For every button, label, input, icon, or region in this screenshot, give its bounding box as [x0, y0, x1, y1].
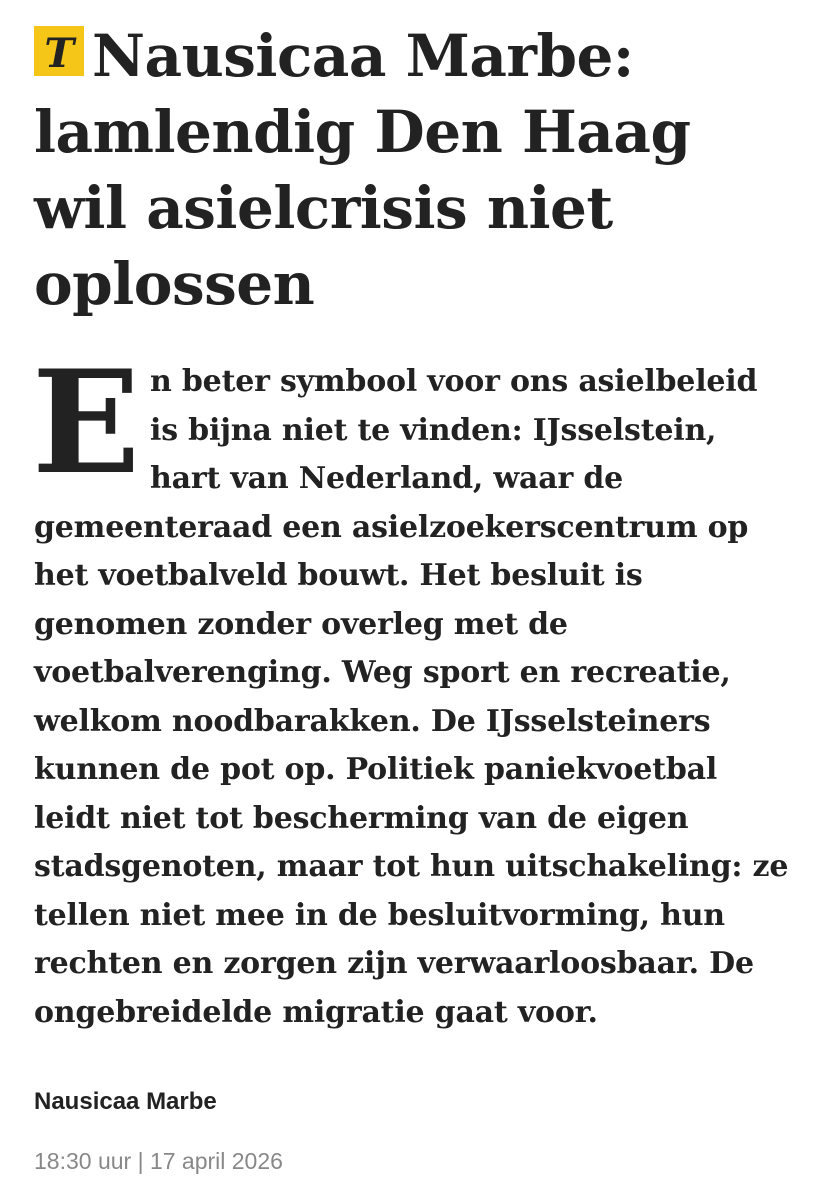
svg-text:T: T	[44, 30, 74, 76]
article-headline	[34, 18, 794, 322]
article	[34, 18, 794, 1037]
article-body	[32, 340, 794, 1037]
author-name[interactable]: Nausicaa Marbe	[34, 1088, 217, 1115]
headline-text: Nausicaa Marbe: lamlendig Den Haag wil asielcrisis niet oplossen	[34, 22, 691, 318]
drop-cap: E	[32, 340, 141, 506]
publish-timestamp: 18:30 uur | 17 april 2026	[34, 1148, 283, 1174]
body-text: n beter symbool voor ons asielbeleid is bijna niet te vinden: IJsselstein, hart van Nederland, waar de gemeenteraad een asielzoekerscentrum op het voetbalveld bouwt. Het besluit is genomen zonder overleg met de voetbalverenging. Weg sport en recreatie, welkom noodbarakken. De IJsselsteiners kunnen de pot op. Politiek paniekvoetbal leidt niet tot bescherming van de eigen stadsgenoten, maar tot hun uitschakeling: ze tellen niet mee in de besluitvorming, hun rechten en zorgen zijn verwaarloosbaar. De ongebreidelde migratie gaat voor.	[34, 364, 789, 1030]
telegraaf-logo-icon	[34, 26, 84, 76]
